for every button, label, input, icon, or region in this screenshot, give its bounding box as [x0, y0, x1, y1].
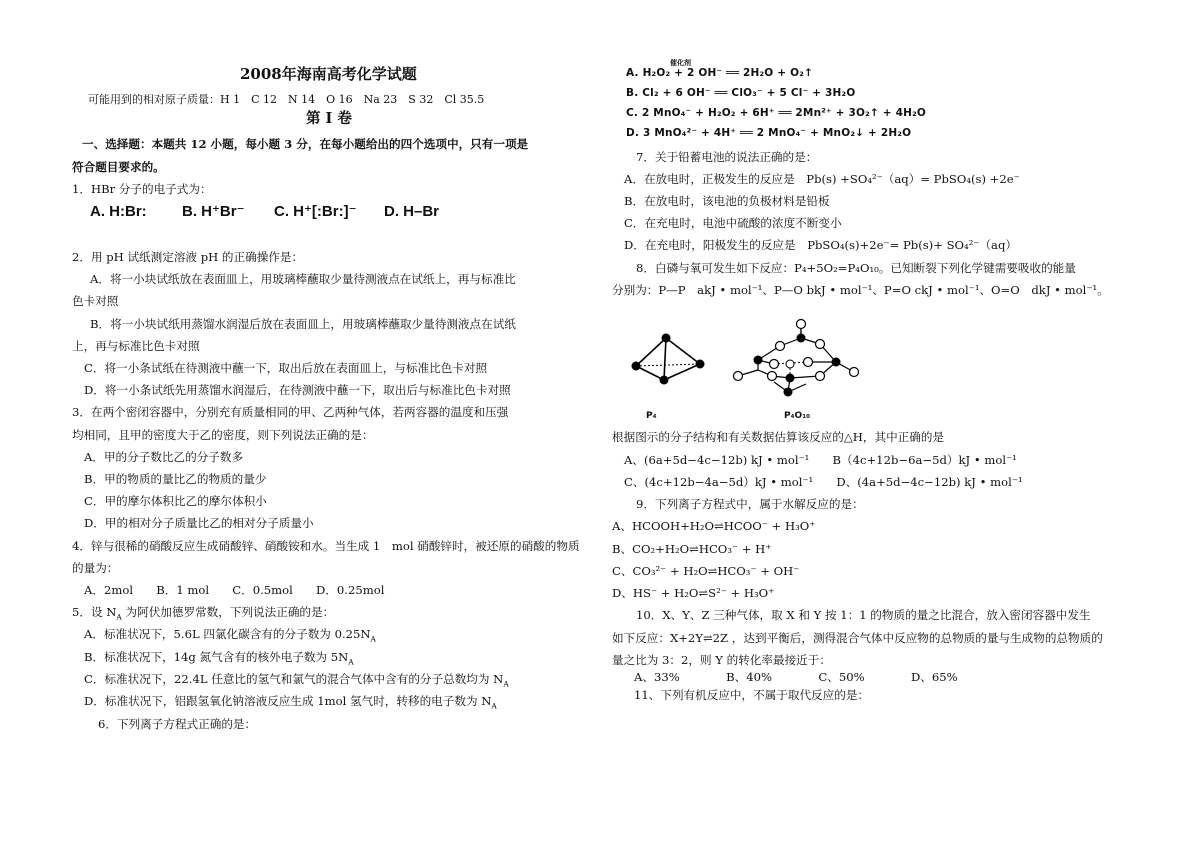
volume-heading: 第 I 卷: [306, 110, 352, 127]
q8-options-cd: C、(4c+12b−4a−5d）kJ • mol⁻¹ D、(4a+5d−4c−12b) kJ • mol⁻¹: [624, 475, 1023, 489]
q9-option-a: A、HCOOH+H₂O⇌HCOO⁻ + H₃O⁺: [612, 519, 816, 533]
q1-option-a: A. H:Br:: [90, 203, 147, 220]
q6-option-c: C. 2 MnO₄⁻ + H₂O₂ + 6H⁺ ══ 2Mn²⁺ + 3O₂↑ + 4H₂O: [626, 107, 927, 119]
section-intro-line2: 符合题目要求的。: [72, 160, 165, 174]
q10-stem-line1: 10．X、Y、Z 三种气体，取 X 和 Y 按 1：1 的物质的量之比混合，放入密闭容器中发生: [636, 608, 1091, 622]
q4-options: A．2mol B．1 mol C．0.5mol D．0.25mol: [84, 583, 385, 597]
q2-option-c: C．将一小条试纸在待测液中蘸一下，取出后放在表面皿上，与标准比色卡对照: [84, 361, 488, 375]
q5-option-c: C．标准状况下，22.4L 任意比的氢气和氯气的混合气体中含有的分子总数均为 $N_A$: [84, 672, 509, 689]
q3-option-c: C．甲的摩尔体积比乙的摩尔体积小: [84, 494, 267, 508]
q1-option-b: B. H⁺Br⁻: [182, 203, 245, 220]
label-p4o10: P₄O₁₀: [784, 411, 811, 421]
label-p4: P₄: [646, 411, 657, 421]
q11-stem: 11、下列有机反应中，不属于取代反应的是：: [634, 688, 870, 702]
q5-option-d: D．标准状况下，铝跟氢氧化钠溶液反应生成 1mol 氢气时，转移的电子数为 $N_A$: [84, 694, 497, 711]
q2-option-a-line1: A．将一小块试纸放在表面皿上，用玻璃棒蘸取少量待测液点在试纸上，再与标准比: [90, 272, 516, 286]
q1-option-d: D. H–Br: [384, 203, 440, 220]
q4-stem-line2: 的量为：: [72, 561, 119, 575]
molecule-structure-figure: [630, 304, 880, 428]
q7-option-d: D．在充电时，阳极发生的反应是 PbSO₄(s)+2e⁻= Pb(s)+ SO₄²⁻（aq）: [624, 238, 1017, 252]
q9-option-c: C、CO₃²⁻ + H₂O⇌HCO₃⁻ + OH⁻: [612, 564, 800, 578]
section-intro-line1: 一、选择题：本题共 12 小题，每小题 3 分，在每小题给出的四个选项中，只有一项是: [82, 137, 529, 151]
q8-stem-line2: 分别为：P—P akJ • mol⁻¹、P—O bkJ • mol⁻¹、P=O ckJ • mol⁻¹、O=O dkJ • mol⁻¹。: [612, 283, 1109, 297]
q8-options-ab: A、(6a+5d−4c−12b) kJ • mol⁻¹ B（4c+12b−6a−5d）kJ • mol⁻¹: [624, 453, 1017, 467]
q10-options: A、33% B、40% C、50% D、65%: [634, 670, 958, 684]
q10-stem-line3: 量之比为 3：2，则 Y 的转化率最接近于：: [612, 653, 831, 667]
q3-option-b: B．甲的物质的量比乙的物质的量少: [84, 472, 267, 486]
q3-option-a: A．甲的分子数比乙的分子数多: [84, 450, 244, 464]
q5-option-a: A．标准状况下，5.6L 四氯化碳含有的分子数为 $0.25N_A$: [84, 627, 376, 644]
q7-option-a: A．在放电时，正极发生的反应是 Pb(s) +SO₄²⁻（aq）= PbSO₄(s) +2e⁻: [624, 172, 1020, 186]
p4-molecule: [632, 334, 705, 385]
p4o10-molecule: [734, 320, 859, 397]
atomic-masses: 可能用到的相对原子质量：H 1 C 12 N 14 O 16 Na 23 S 32 Cl 35.5: [88, 93, 485, 106]
q6-stem: 6．下列离子方程式正确的是：: [98, 717, 257, 731]
q9-stem: 9．下列离子方程式中，属于水解反应的是：: [636, 497, 864, 511]
q5-stem: 5．设 $N_A$ 为阿伏加德罗常数，下列说法正确的是：: [72, 605, 335, 622]
paper-title: 2008年海南高考化学试题: [240, 65, 417, 83]
q2-option-b-line2: 上，再与标准比色卡对照: [72, 339, 200, 353]
q10-stem-line2: 如下反应：X+2Y⇌2Z ，达到平衡后，测得混合气体中反应物的总物质的量与生成物的总物质的: [612, 631, 1103, 645]
q6-option-b: B. Cl₂ + 6 OH⁻ ══ ClO₃⁻ + 5 Cl⁻ + 3H₂O: [626, 87, 856, 99]
q9-option-d: D、HS⁻ + H₂O⇌S²⁻ + H₃O⁺: [612, 586, 775, 600]
q7-option-c: C．在充电时，电池中硫酸的浓度不断变小: [624, 216, 842, 230]
q8-question: 根据图示的分子结构和有关数据估算该反应的△H，其中正确的是: [612, 430, 945, 444]
q2-option-a-line2: 色卡对照: [72, 294, 119, 308]
q7-option-b: B．在放电时，该电池的负极材料是铅板: [624, 194, 830, 208]
q7-stem: 7．关于铅蓄电池的说法正确的是：: [636, 150, 818, 164]
q5-option-b: B．标准状况下，14g 氮气含有的核外电子数为 $5N_A$: [84, 650, 354, 667]
q6-catalyst-label: 催化剂: [670, 59, 691, 67]
q2-option-d: D．将一小条试纸先用蒸馏水润湿后，在待测液中蘸一下，取出后与标准比色卡对照: [84, 383, 511, 397]
q8-stem-line1: 8．白磷与氧可发生如下反应：P₄+5O₂=P₄O₁₀。已知断裂下列化学键需要吸收的能量: [636, 261, 1076, 275]
q6-option-a: A. H₂O₂ + 2 OH⁻ ══ 2H₂O + O₂↑: [626, 67, 814, 79]
q2-option-b-line1: B．将一小块试纸用蒸馏水润湿后放在表面皿上，用玻璃棒蘸取少量待测液点在试纸: [90, 317, 516, 331]
q4-stem-line1: 4．锌与很稀的硝酸反应生成硝酸锌、硝酸铵和水。当生成 1 mol 硝酸锌时，被还原的硝酸的物质: [72, 539, 580, 553]
q2-stem: 2．用 pH 试纸测定溶液 pH 的正确操作是：: [72, 250, 304, 264]
q3-stem-line1: 3．在两个密闭容器中，分别充有质量相同的甲、乙两种气体，若两容器的温度和压强: [72, 405, 509, 419]
q9-option-b: B、CO₂+H₂O⇌HCO₃⁻ + H⁺: [612, 542, 772, 556]
q1-option-c: C. H⁺[:Br:]⁻: [274, 203, 357, 220]
q6-option-d: D. 3 MnO₄²⁻ + 4H⁺ ══ 2 MnO₄⁻ + MnO₂↓ + 2H₂O: [626, 127, 912, 139]
q3-stem-line2: 均相同，且甲的密度大于乙的密度，则下列说法正确的是：: [72, 428, 374, 442]
q1-stem: 1．HBr 分子的电子式为：: [72, 182, 212, 196]
q3-option-d: D．甲的相对分子质量比乙的相对分子质量小: [84, 516, 314, 530]
